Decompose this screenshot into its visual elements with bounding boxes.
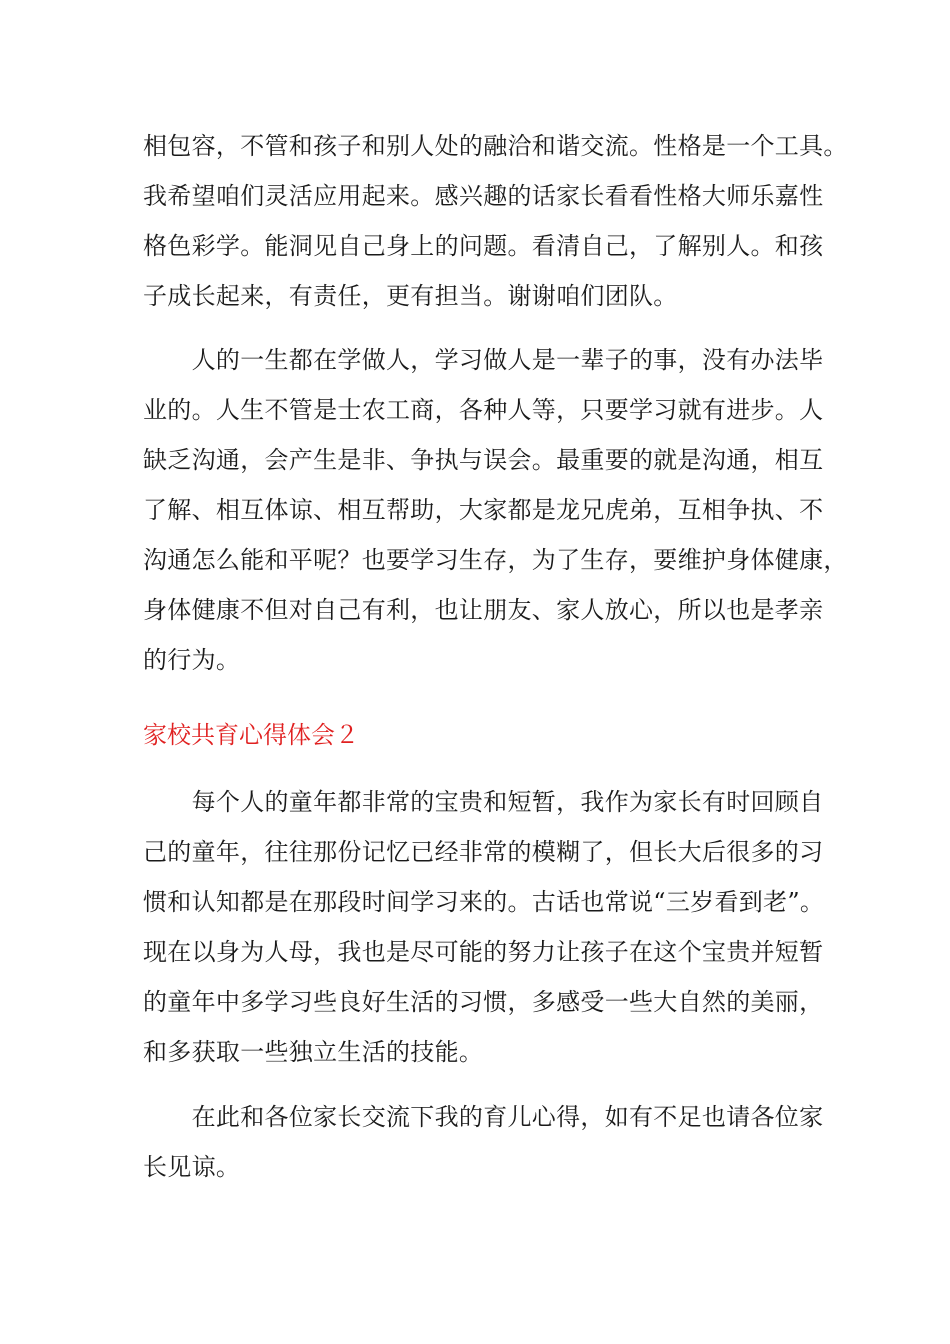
text-line: 缺乏沟通，会产生是非、争执与误会。最重要的就是沟通，相互 — [143, 446, 824, 474]
text-line: 惯和认知都是在那段时间学习来的。古话也常说“三岁看到老”。 — [143, 888, 825, 916]
text-line: 在此和各位家长交流下我的育儿心得，如有不足也请各位家 — [143, 1103, 824, 1131]
text-line: 身体健康不但对自己有利，也让朋友、家人放心，所以也是孝亲 — [143, 596, 824, 624]
text-line: 每个人的童年都非常的宝贵和短暂，我作为家长有时回顾自 — [143, 788, 824, 816]
text-line: 格色彩学。能洞见自己身上的问题。看清自己，了解别人。和孩 — [143, 232, 824, 260]
text-line: 己的童年，往往那份记忆已经非常的模糊了，但长大后很多的习 — [143, 838, 824, 866]
text-line: 业的。人生不管是士农工商，各种人等，只要学习就有进步。人 — [143, 396, 824, 424]
text-line: 长见谅。 — [143, 1153, 241, 1181]
section-heading: 家校共育心得体会２ — [143, 721, 359, 749]
text-line: 子成长起来，有责任，更有担当。谢谢咱们团队。 — [143, 282, 678, 310]
text-line: 人的一生都在学做人，学习做人是一辈子的事，没有办法毕 — [143, 346, 824, 374]
text-line: 的童年中多学习些良好生活的习惯，多感受一些大自然的美丽， — [143, 988, 824, 1016]
text-line: 的行为。 — [143, 646, 241, 674]
text-line: 了解、相互体谅、相互帮助，大家都是龙兄虎弟，互相争执、不 — [143, 496, 824, 524]
text-line: 我希望咱们灵活应用起来。感兴趣的话家长看看性格大师乐嘉性 — [143, 182, 824, 210]
text-line: 沟通怎么能和平呢？也要学习生存，为了生存，要维护身体健康， — [143, 546, 848, 574]
text-line: 和多获取一些独立生活的技能。 — [143, 1038, 484, 1066]
text-line: 相包容，不管和孩子和别人处的融洽和谐交流。性格是一个工具。 — [143, 132, 848, 160]
text-line: 现在以身为人母，我也是尽可能的努力让孩子在这个宝贵并短暂 — [143, 938, 824, 966]
